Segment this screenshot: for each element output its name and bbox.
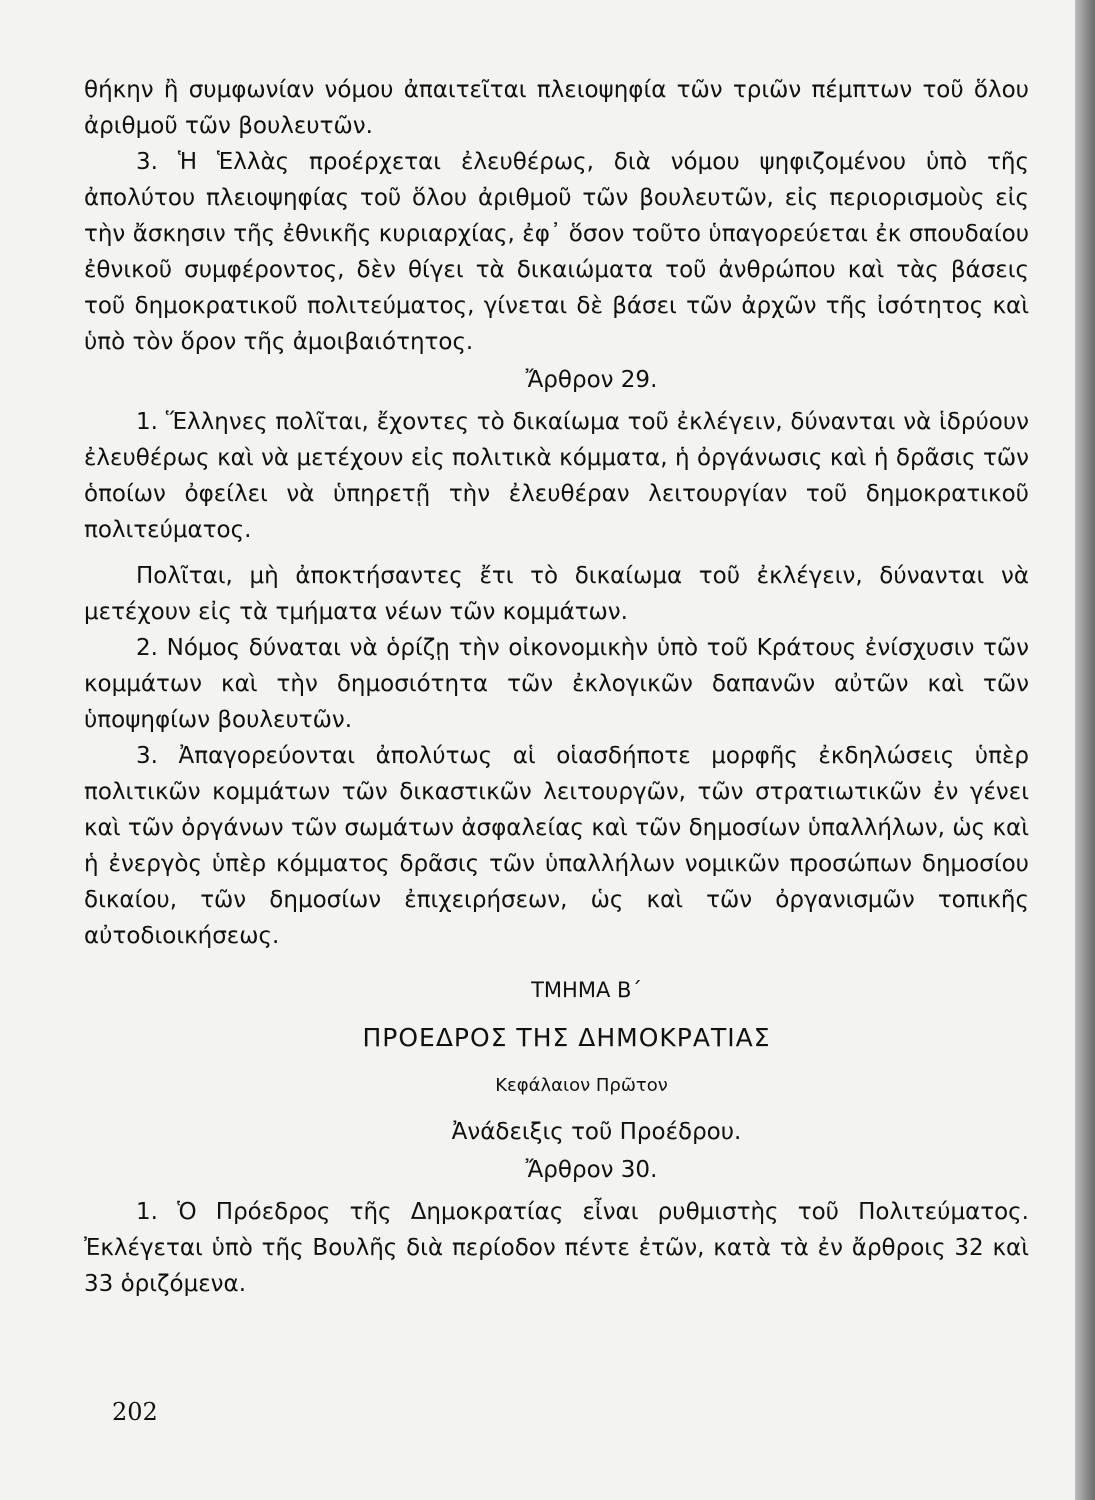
part-title: ΠΡΟΕΔΡΟΣ ΤΗΣ ΔΗΜΟΚΡΑΤΙΑΣ [362, 1023, 771, 1052]
section-heading: ΤΜΗΜΑ Β΄ [531, 978, 642, 1002]
page-number: 202 [112, 1398, 158, 1426]
book-spine [1075, 0, 1095, 1500]
page-text [84, 72, 1029, 1302]
subtitle: Ἀνάδειξις τοῦ Προέδρου. [451, 1119, 742, 1145]
article-30-paragraph-1: 1. Ὁ Πρόεδρος τῆς Δημοκρατίας εἶναι ρυθμιστὴς τοῦ Πολιτεύματος. Ἐκλέγεται ὑπὸ τῆς Βουλῆς διὰ περίοδον πέντε ἐτῶν, κατὰ τὰ ἐν ἄρθροις 32 καὶ 33 ὁριζόμενα. [84, 1199, 1029, 1297]
article-29-paragraph-3: 3. Ἀπαγορεύονται ἀπολύτως αἱ οἱασδήποτε μορφῆς ἐκδηλώσεις ὑπὲρ πολιτικῶν κομμάτων τῶν δικαστικῶν λειτουργῶν, τῶν στρατιωτικῶν ἐν γένει καὶ τῶν ὀργάνων τῶν σωμάτων ἀσφαλείας καὶ τῶν δημοσίων ὑπαλλήλων, ὡς καὶ ἡ ἐνεργὸς ὑπὲρ κόμματος δρᾶσις τῶν ὑπαλλήλων νομικῶν προσώπων δημοσίου δικαίου, τῶν δημοσίων ἐπιχειρήσεων, ὡς καὶ τῶν ὀργανισμῶν τοπικῆς αὐτοδιοικήσεως. [84, 743, 1029, 949]
paragraph-3: 3. Ἡ Ἑλλὰς προέρχεται ἐλευθέρως, διὰ νόμου ψηφιζομένου ὑπὸ τῆς ἀπολύτου πλειοψηφίας τοῦ ὅλου ἀριθμοῦ τῶν βουλευτῶν, εἰς περιορισμοὺς εἰς τὴν ἄσκησιν τῆς ἐθνικῆς κυριαρχίας, ἐφ᾽ ὅσον τοῦτο ὑπαγορεύεται ἐκ σπουδαίου ἐθνικοῦ συμφέροντος, δὲν θίγει τὰ δικαιώματα τοῦ ἀνθρώπου καὶ τὰς βάσεις τοῦ δημοκρατικοῦ πολιτεύματος, γίνεται δὲ βάσει τῶν ἀρχῶν τῆς ἰσότητος καὶ ὑπὸ τὸν ὅρον τῆς ἀμοιβαιότητος. [84, 149, 1029, 355]
paragraph-continuation: θήκην ἢ συμφωνίαν νόμου ἀπαιτεῖται πλειοψηφία τῶν τριῶν πέμπτων τοῦ ὅλου ἀριθμοῦ τῶν βουλευτῶν. [84, 77, 1029, 139]
chapter-heading: Κεφάλαιον Πρῶτον [495, 1075, 668, 1096]
article-30-heading: Ἄρθρον 30. [525, 1157, 658, 1183]
article-29-paragraph-citizens: Πολῖται, μὴ ἀποκτήσαντες ἔτι τὸ δικαίωμα τοῦ ἐκλέγειν, δύνανται νὰ μετέχουν εἰς τὰ τμήματα νέων τῶν κομμάτων. [84, 563, 1029, 625]
article-29-heading: Ἄρθρον 29. [525, 367, 658, 393]
article-29-paragraph-2: 2. Νόμος δύναται νὰ ὁρίζῃ τὴν οἰκονομικὴν ὑπὸ τοῦ Κράτους ἐνίσχυσιν τῶν κομμάτων καὶ τὴν δημοσιότητα τῶν ἐκλογικῶν δαπανῶν αὐτῶν καὶ τῶν ὑποψηφίων βουλευτῶν. [84, 635, 1029, 733]
article-29-paragraph-1: 1. Ἕλληνες πολῖται, ἔχοντες τὸ δικαίωμα τοῦ ἐκλέγειν, δύνανται νὰ ἱδρύουν ἐλευθέρως καὶ νὰ μετέχουν εἰς πολιτικὰ κόμματα, ἡ ὀργάνωσις καὶ ἡ δρᾶσις τῶν ὁποίων ὀφείλει νὰ ὑπηρετῇ τὴν ἐλευθέραν λειτουργίαν τοῦ δημοκρατικοῦ πολιτεύματος. [84, 409, 1029, 543]
